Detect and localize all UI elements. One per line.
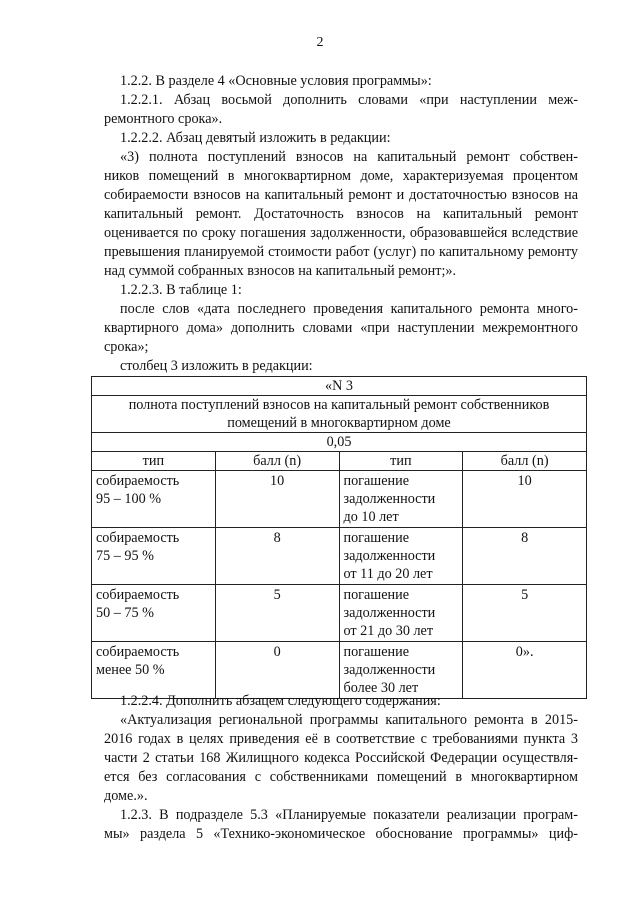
table-row (92, 528, 587, 585)
score-cell: 8 (463, 528, 587, 585)
score-cell: 0». (463, 642, 587, 699)
score-cell: 0 (215, 642, 339, 699)
quote-line: капитальный ремонт. Достаточность взносов на капитальный ремонт (104, 206, 578, 222)
cell-line: задолженности (343, 605, 436, 621)
cell-line: более 30 лет (343, 680, 419, 696)
header-score: балл (n) (215, 452, 339, 471)
table-note-line: квартирного дома» дополнить словами «при наступлении межремонтного (104, 320, 578, 336)
paragraph-1-2-2-4: 1.2.2.4. Дополнить абзацем следующего содержания: (120, 693, 441, 709)
cell-line: менее 50 % (96, 662, 165, 678)
table-column-number: «N 3 (92, 377, 587, 396)
addition-line: 2016 годах в целях приведения её в соответствие с требованиями пункта 3 (104, 731, 578, 747)
cell-line: 50 – 75 % (96, 605, 154, 621)
collection-cell (92, 642, 216, 699)
cell-line: погашение (343, 473, 410, 489)
cell-line: задолженности (343, 491, 436, 507)
collection-cell (92, 528, 216, 585)
table-note-line: столбец 3 изложить в редакции: (120, 358, 313, 374)
cell-line: собираемость (96, 473, 180, 489)
table-weight: 0,05 (92, 433, 587, 452)
title-line: помещений в многоквартирном доме (227, 415, 451, 431)
cell-line: погашение (343, 587, 410, 603)
score-cell: 10 (215, 471, 339, 528)
paragraph-1-2-2-2: 1.2.2.2. Абзац девятый изложить в редакции: (120, 130, 391, 146)
table-column-title (92, 396, 587, 433)
collection-cell (92, 471, 216, 528)
header-score: балл (n) (463, 452, 587, 471)
cell-line: до 10 лет (343, 509, 399, 525)
addition-line: «Актуализация региональной программы капитального ремонта в 2015- (120, 712, 578, 728)
table-note-line: срока»; (104, 339, 149, 355)
header-type: тип (339, 452, 463, 471)
cell-line: 75 – 95 % (96, 548, 154, 564)
debt-cell (339, 528, 463, 585)
quote-line: превышения планируемой стоимости работ (услуг) по капитальному ремонту (104, 244, 578, 260)
cell-line: погашение (343, 644, 410, 660)
paragraph-1-2-2: 1.2.2. В разделе 4 «Основные условия программы»: (120, 73, 432, 89)
quote-line: собираемости взносов на капитальный ремонт и достаточностью взносов на (104, 187, 578, 203)
debt-cell (339, 642, 463, 699)
paragraph-1-2-3-cont: мы» раздела 5 «Технико-экономическое обоснование программы» циф- (104, 826, 578, 842)
score-cell: 8 (215, 528, 339, 585)
table-note-line: после слов «дата последнего проведения капитального ремонта много- (120, 301, 578, 317)
collection-cell (92, 585, 216, 642)
cell-line: погашение (343, 530, 410, 546)
table-row (92, 642, 587, 699)
quote-line: оценивается по сроку погашения задолженности, образовавшейся вследствие (104, 225, 578, 241)
score-cell: 10 (463, 471, 587, 528)
header-type: тип (92, 452, 216, 471)
cell-line: собираемость (96, 644, 180, 660)
quote-line: «3) полнота поступлений взносов на капитальный ремонт собствен- (120, 149, 578, 165)
quote-line: ников помещений в многоквартирном доме, характеризуемая процентом (104, 168, 578, 184)
paragraph-1-2-2-1-cont: ремонтного срока». (104, 111, 223, 127)
cell-line: собираемость (96, 530, 180, 546)
cell-line: задолженности (343, 662, 436, 678)
cell-line: от 21 до 30 лет (343, 623, 434, 639)
addition-line: части 2 статьи 168 Жилищного кодекса Российской Федерации осуществля- (104, 750, 578, 766)
intro-text (104, 72, 578, 376)
cell-line: от 11 до 20 лет (343, 566, 433, 582)
score-cell: 5 (463, 585, 587, 642)
debt-cell (339, 471, 463, 528)
quote-line: над суммой собранных взносов на капитальный ремонт;». (104, 263, 457, 279)
paragraph-1-2-2-1: 1.2.2.1. Абзац восьмой дополнить словами «при наступлении меж- (120, 92, 578, 108)
score-cell: 5 (215, 585, 339, 642)
paragraph-1-2-2-3: 1.2.2.3. В таблице 1: (120, 282, 242, 298)
debt-cell (339, 585, 463, 642)
column-3-table (91, 376, 587, 699)
table-row (92, 585, 587, 642)
cell-line: собираемость (96, 587, 180, 603)
outro-text (104, 692, 578, 844)
table-row (92, 471, 587, 528)
page-number: 2 (316, 35, 324, 50)
paragraph-1-2-3: 1.2.3. В подразделе 5.3 «Планируемые показатели реализации програм- (120, 807, 578, 823)
title-line: полнота поступлений взносов на капитальный ремонт собственников (128, 397, 550, 413)
cell-line: задолженности (343, 548, 436, 564)
addition-line: ется без согласования с собственниками помещений в многоквартирном (104, 769, 578, 785)
addition-line: доме.». (104, 788, 148, 804)
cell-line: 95 – 100 % (96, 491, 162, 507)
